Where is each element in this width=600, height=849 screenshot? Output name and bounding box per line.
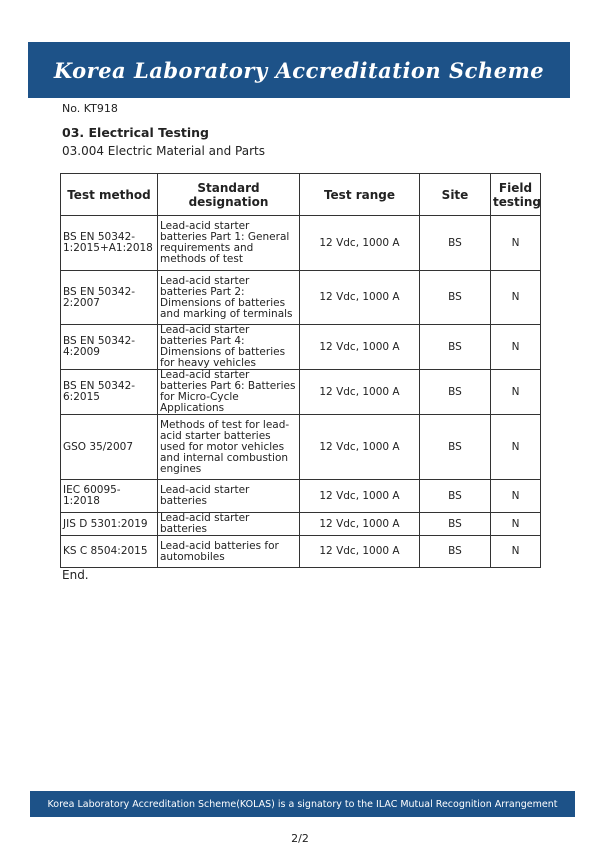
table-header-row	[61, 174, 541, 216]
standard-designation-cell: Lead-acid starter batteries	[158, 480, 300, 513]
header-site: Site	[420, 174, 491, 216]
test-method-cell: GSO 35/2007	[61, 415, 158, 480]
footer-text: Korea Laboratory Accreditation Scheme(KOLAS) is a signatory to the ILAC Mutual Recognition Arrangement	[47, 798, 558, 810]
header-banner	[28, 42, 570, 98]
site-cell: BS	[420, 216, 491, 271]
site-cell: BS	[420, 513, 491, 536]
field-testing-cell: N	[491, 513, 541, 536]
section-subtitle: 03.004 Electric Material and Parts	[62, 144, 265, 158]
table-row	[61, 513, 541, 536]
header-test-range: Test range	[300, 174, 420, 216]
test-range-cell: 12 Vdc, 1000 A	[300, 370, 420, 415]
header-field-testing: Field testing	[491, 174, 541, 216]
test-method-cell: BS EN 50342-1:2015+A1:2018	[61, 216, 158, 271]
test-range-cell: 12 Vdc, 1000 A	[300, 480, 420, 513]
standard-designation-cell: Lead-acid starter batteries Part 1: General requirements and methods of test	[158, 216, 300, 271]
certificate-number: No. KT918	[62, 102, 118, 115]
test-method-cell: JIS D 5301:2019	[61, 513, 158, 536]
header-test-method: Test method	[61, 174, 158, 216]
table-row	[61, 325, 541, 370]
section-title: 03. Electrical Testing	[62, 125, 210, 140]
test-range-cell: 12 Vdc, 1000 A	[300, 325, 420, 370]
header-title: Korea Laboratory Accreditation Scheme	[53, 57, 545, 83]
standard-designation-cell: Methods of test for lead-acid starter batteries used for motor vehicles and internal combustion engines	[158, 415, 300, 480]
standard-designation-cell: Lead-acid starter batteries Part 6: Batteries for Micro-Cycle Applications	[158, 370, 300, 415]
standard-designation-cell: Lead-acid starter batteries Part 4: Dimensions of batteries for heavy vehicles	[158, 325, 300, 370]
standard-designation-cell: Lead-acid starter batteries	[158, 513, 300, 536]
table-row	[61, 216, 541, 271]
test-method-cell: BS EN 50342-6:2015	[61, 370, 158, 415]
site-cell: BS	[420, 271, 491, 325]
test-range-cell: 12 Vdc, 1000 A	[300, 513, 420, 536]
end-text: End.	[62, 568, 89, 582]
field-testing-cell: N	[491, 370, 541, 415]
field-testing-cell: N	[491, 325, 541, 370]
test-method-cell: BS EN 50342-2:2007	[61, 271, 158, 325]
field-testing-cell: N	[491, 415, 541, 480]
table-row	[61, 415, 541, 480]
table-row	[61, 271, 541, 325]
test-method-cell: KS C 8504:2015	[61, 536, 158, 568]
site-cell: BS	[420, 325, 491, 370]
site-cell: BS	[420, 480, 491, 513]
table-row	[61, 536, 541, 568]
site-cell: BS	[420, 415, 491, 480]
test-range-cell: 12 Vdc, 1000 A	[300, 536, 420, 568]
site-cell: BS	[420, 536, 491, 568]
table-row	[61, 480, 541, 513]
footer-bar	[30, 791, 575, 817]
field-testing-cell: N	[491, 480, 541, 513]
test-range-cell: 12 Vdc, 1000 A	[300, 415, 420, 480]
table-row	[61, 370, 541, 415]
test-method-cell: IEC 60095-1:2018	[61, 480, 158, 513]
test-scope-table	[60, 173, 541, 568]
test-range-cell: 12 Vdc, 1000 A	[300, 216, 420, 271]
field-testing-cell: N	[491, 271, 541, 325]
standard-designation-cell: Lead-acid starter batteries Part 2: Dimensions of batteries and marking of terminals	[158, 271, 300, 325]
standard-designation-cell: Lead-acid batteries for automobiles	[158, 536, 300, 568]
field-testing-cell: N	[491, 536, 541, 568]
test-method-cell: BS EN 50342-4:2009	[61, 325, 158, 370]
field-testing-cell: N	[491, 216, 541, 271]
header-standard-designation: Standard designation	[158, 174, 300, 216]
site-cell: BS	[420, 370, 491, 415]
test-range-cell: 12 Vdc, 1000 A	[300, 271, 420, 325]
page-number: 2/2	[291, 832, 309, 845]
